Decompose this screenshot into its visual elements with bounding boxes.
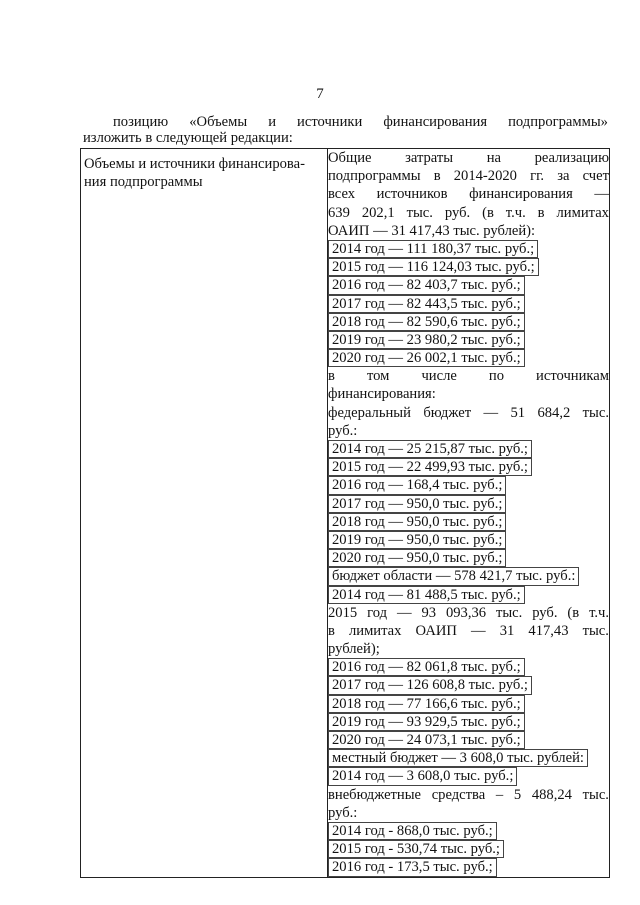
text-line — [328, 622, 609, 640]
text-line: рублей); — [328, 641, 380, 658]
text-word: 51 — [510, 404, 526, 421]
text-line — [328, 695, 609, 713]
intro-paragraph — [83, 114, 608, 146]
table-cell-value — [328, 149, 610, 878]
boxed-entry: 2020 год — 24 073,1 тыс. руб.; — [328, 731, 525, 749]
text-word: т.ч. — [505, 204, 526, 221]
boxed-entry: 2014 год — 3 608,0 тыс. руб.; — [328, 767, 517, 785]
boxed-entry: 2014 год - 868,0 тыс. руб.; — [328, 822, 497, 840]
boxed-entry: бюджет области — 578 421,7 тыс. руб.: — [328, 567, 579, 585]
text-word: лимитах — [556, 204, 609, 221]
text-word: — — [471, 622, 486, 639]
boxed-entry: 2014 год — 81 488,5 тыс. руб.; — [328, 586, 525, 604]
text-line — [328, 276, 609, 294]
text-word: 093,36 — [445, 604, 487, 621]
text-word: счет — [582, 168, 609, 185]
table-row — [81, 149, 610, 878]
intro-line-2: изложить в следующей редакции: — [83, 130, 293, 146]
text-line — [328, 240, 609, 258]
text-line — [328, 331, 609, 349]
text-line — [328, 185, 609, 203]
intro-word: финансирования — [383, 114, 488, 130]
intro-word: подпрограммы» — [508, 114, 608, 130]
text-word: 684,2 — [537, 404, 571, 421]
text-word: федеральный — [328, 404, 411, 421]
text-line — [328, 567, 609, 585]
text-word: тыс. — [582, 622, 609, 639]
text-line — [328, 295, 609, 313]
text-word: (в — [567, 604, 580, 621]
text-line — [328, 495, 609, 513]
text-line — [328, 440, 609, 458]
text-word: — — [483, 404, 499, 421]
text-word: – — [495, 786, 504, 803]
boxed-entry: 2017 год — 82 443,5 тыс. руб.; — [328, 295, 525, 313]
text-word: 488,24 — [531, 786, 572, 803]
text-line — [328, 822, 609, 840]
text-word: затраты — [405, 150, 454, 166]
boxed-entry: 2020 год — 26 002,1 тыс. руб.; — [328, 349, 525, 367]
text-line — [328, 731, 609, 749]
intro-word: позицию — [113, 114, 169, 130]
boxed-entry: 2016 год — 82 061,8 тыс. руб.; — [328, 658, 525, 676]
text-word: подпрограммы — [328, 168, 421, 185]
text-line — [328, 549, 609, 567]
text-word: источникам — [536, 368, 609, 385]
text-line — [328, 258, 609, 276]
text-word: гг. — [530, 168, 545, 185]
text-line: ОАИП — 31 417,43 тыс. рублей): — [328, 222, 536, 239]
text-line — [328, 476, 609, 494]
text-line — [328, 676, 609, 694]
intro-line-1 — [83, 114, 608, 130]
text-word: тыс. — [582, 786, 609, 803]
text-line — [328, 767, 609, 785]
text-line — [328, 658, 609, 676]
text-word: руб. — [532, 604, 558, 621]
text-word: внебюджетные — [328, 786, 422, 803]
text-line — [328, 531, 609, 549]
text-word: в — [537, 204, 545, 221]
boxed-entry: 2017 год — 950,0 тыс. руб.; — [328, 495, 506, 513]
text-line: руб.: — [328, 422, 358, 439]
text-line — [328, 404, 609, 422]
text-word: средства — [431, 786, 486, 803]
text-word: 417,43 — [528, 622, 569, 639]
text-word: всех — [328, 186, 356, 203]
boxed-entry: местный бюджет — 3 608,0 тыс. рублей: — [328, 749, 588, 767]
boxed-entry: 2018 год — 82 590,6 тыс. руб.; — [328, 313, 525, 331]
boxed-entry: 2015 год — 116 124,03 тыс. руб.; — [328, 258, 539, 276]
boxed-entry: 2016 год - 173,5 тыс. руб.; — [328, 858, 497, 876]
text-line — [328, 604, 609, 622]
text-line — [328, 749, 609, 767]
text-word: за — [557, 168, 570, 185]
boxed-entry: 2014 год — 25 215,87 тыс. руб.; — [328, 440, 532, 458]
boxed-entry: 2015 год - 530,74 тыс. руб.; — [328, 840, 504, 858]
text-line — [328, 458, 609, 476]
intro-word: и — [268, 114, 277, 130]
text-word: тыс. — [406, 204, 433, 221]
text-line — [328, 313, 609, 331]
boxed-entry: 2014 год — 111 180,37 тыс. руб.; — [328, 240, 538, 258]
boxed-entry: 2018 год — 950,0 тыс. руб.; — [328, 513, 506, 531]
text-word: (в — [482, 204, 494, 221]
text-word: 31 — [499, 622, 515, 639]
text-word: тыс. — [582, 404, 609, 421]
text-line — [328, 586, 609, 604]
text-line: финансирования: — [328, 386, 436, 403]
table-cell-label — [81, 149, 328, 878]
text-line — [328, 149, 609, 167]
text-word: тыс. — [495, 604, 523, 621]
intro-word: «Объемы — [189, 114, 248, 130]
text-word: на — [486, 150, 501, 166]
text-word: 5 — [513, 786, 522, 803]
text-line — [328, 713, 609, 731]
text-line — [328, 167, 609, 185]
text-line — [328, 367, 609, 385]
boxed-entry: 2018 год — 77 166,6 тыс. руб.; — [328, 695, 525, 713]
text-word: по — [488, 368, 504, 385]
text-word: числе — [421, 368, 457, 385]
text-line — [328, 858, 609, 876]
text-word: 2014-2020 — [453, 168, 517, 185]
text-word: руб. — [444, 204, 471, 221]
text-line — [328, 840, 609, 858]
boxed-entry: 2019 год — 93 929,5 тыс. руб.; — [328, 713, 525, 731]
text-word: 2015 — [328, 604, 358, 621]
text-word: в — [328, 622, 335, 639]
financing-table — [80, 148, 610, 878]
boxed-entry: 2016 год — 82 403,7 тыс. руб.; — [328, 276, 525, 294]
text-word: лимитах — [348, 622, 402, 639]
text-word: 639 — [328, 204, 350, 221]
text-word: том — [366, 368, 390, 385]
text-word: — — [396, 604, 412, 621]
text-word: в — [328, 368, 335, 385]
text-line — [328, 349, 609, 367]
intro-word: источники — [297, 114, 363, 130]
boxed-entry: 2017 год — 126 608,8 тыс. руб.; — [328, 676, 532, 694]
boxed-entry: 2016 год — 168,4 тыс. руб.; — [328, 476, 506, 494]
text-word: финансирования — [469, 186, 573, 203]
text-word: ОАИП — [415, 622, 457, 639]
text-word: реализацию — [534, 150, 609, 166]
text-line — [328, 786, 609, 804]
boxed-entry: 2019 год — 950,0 тыс. руб.; — [328, 531, 506, 549]
boxed-entry: 2015 год — 22 499,93 тыс. руб.; — [328, 458, 532, 476]
text-word: источников — [376, 186, 448, 203]
text-word: год — [367, 604, 388, 621]
text-line — [328, 204, 609, 222]
text-word: т.ч. — [589, 604, 609, 621]
boxed-entry: 2020 год — 950,0 тыс. руб.; — [328, 549, 506, 567]
text-word: бюджет — [423, 404, 472, 421]
text-word: в — [433, 168, 441, 185]
page-number: 7 — [316, 86, 324, 102]
row-label: Объемы и источники финансирова-ния подпрограммы — [84, 156, 305, 191]
text-word: 202,1 — [361, 204, 395, 221]
text-word: 93 — [421, 604, 437, 621]
text-word: — — [594, 186, 609, 203]
text-line — [328, 513, 609, 531]
boxed-entry: 2019 год — 23 980,2 тыс. руб.; — [328, 331, 525, 349]
text-line: руб.: — [328, 804, 358, 821]
text-word: Общие — [328, 150, 372, 166]
